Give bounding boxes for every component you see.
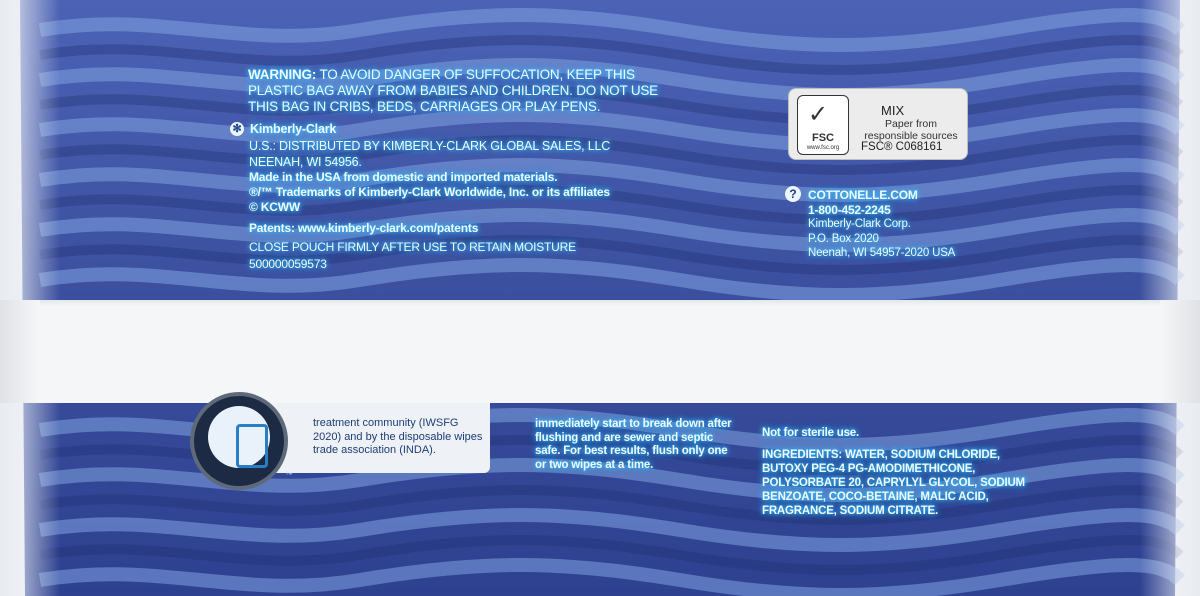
snowflake-icon: ✻ xyxy=(230,122,244,136)
fsc-cert-number: FSC® C068161 xyxy=(861,141,943,153)
product-code: 500000059573 xyxy=(249,257,327,271)
distribution-line1: U.S.: DISTRIBUTED BY KIMBERLY-CLARK GLOBAL SALES, LLC xyxy=(249,139,611,153)
close-instruction: CLOSE POUCH FIRMLY AFTER USE TO RETAIN MOISTURE xyxy=(249,240,576,254)
band-top-shade xyxy=(0,300,1200,306)
suffocation-warning xyxy=(248,67,668,115)
fsc-logo-label: FSC xyxy=(812,132,834,144)
city-address: Neenah, WI 54957-2020 USA xyxy=(808,247,956,259)
website: COTTONELLE.COM xyxy=(808,188,918,202)
ingredients-list: INGREDIENTS: WATER, SODIUM CHLORIDE, BUTOXY PEG-4 PG-AMODIMETHICONE, POLYSORBATE 20, CAPRYLYL GLYCOL, SODIUM BENZOATE, COCO-BETAINE, MALIC ACID, FRAGRANCE, SODIUM CITRATE. xyxy=(762,449,1025,517)
copyright: © KCWW xyxy=(249,200,300,214)
pipe-icon xyxy=(236,424,268,468)
drain-pipe-icon xyxy=(190,392,288,490)
patents: Patents: www.kimberly-clark.com/patents xyxy=(249,221,479,235)
trademarks: ®/™ Trademarks of Kimberly-Clark Worldwide, Inc. or its affiliates xyxy=(249,185,610,199)
trademark-symbol: ™ xyxy=(285,470,293,479)
fsc-paper: Paper from responsible sources xyxy=(864,118,958,142)
made-in-usa: Made in the USA from domestic and imported materials. xyxy=(249,170,558,184)
flushability-text: treatment community (IWSFG 2020) and by the disposable wipes trade association (INDA). xyxy=(313,417,483,456)
tree-check-icon: ✓ xyxy=(808,100,829,128)
distribution-line2: NEENAH, WI 54956. xyxy=(249,155,362,169)
question-icon: ? xyxy=(785,186,801,202)
legal-block xyxy=(249,170,669,255)
sterile-notice: Not for sterile use. xyxy=(762,427,859,439)
fsc-web: www.fsc.org xyxy=(806,145,840,151)
fsc-mix: MIX xyxy=(881,103,905,118)
brand-name: Kimberly-Clark xyxy=(250,122,337,136)
po-box: P.O. Box 2020 xyxy=(808,232,879,245)
warning-label: WARNING: xyxy=(248,67,317,82)
phone: 1-800-452-2245 xyxy=(808,202,891,217)
flush-instructions: immediately start to break down after flushing and are sewer and septic safe. For best results, flush only one or two wipes at a time. xyxy=(535,418,732,471)
distribution-info xyxy=(249,138,669,170)
corp-name: Kimberly-Clark Corp. xyxy=(808,218,911,230)
fsc-certification-box xyxy=(788,88,968,160)
contact-info xyxy=(808,188,955,261)
kimberly-clark-logo xyxy=(230,122,336,136)
drain-icon-inner xyxy=(208,406,270,468)
white-label-band xyxy=(0,300,1200,403)
fsc-logo xyxy=(797,95,849,155)
band-right-shade xyxy=(1160,300,1200,403)
warning-text: TO AVOID DANGER OF SUFFOCATION, KEEP THIS PLASTIC BAG AWAY FROM BABIES AND CHILDREN. DO NOT USE THIS BAG IN CRIBS, BEDS, CARRIAGES OR PLAY PENS. xyxy=(248,67,658,114)
band-left-shade xyxy=(0,300,40,403)
